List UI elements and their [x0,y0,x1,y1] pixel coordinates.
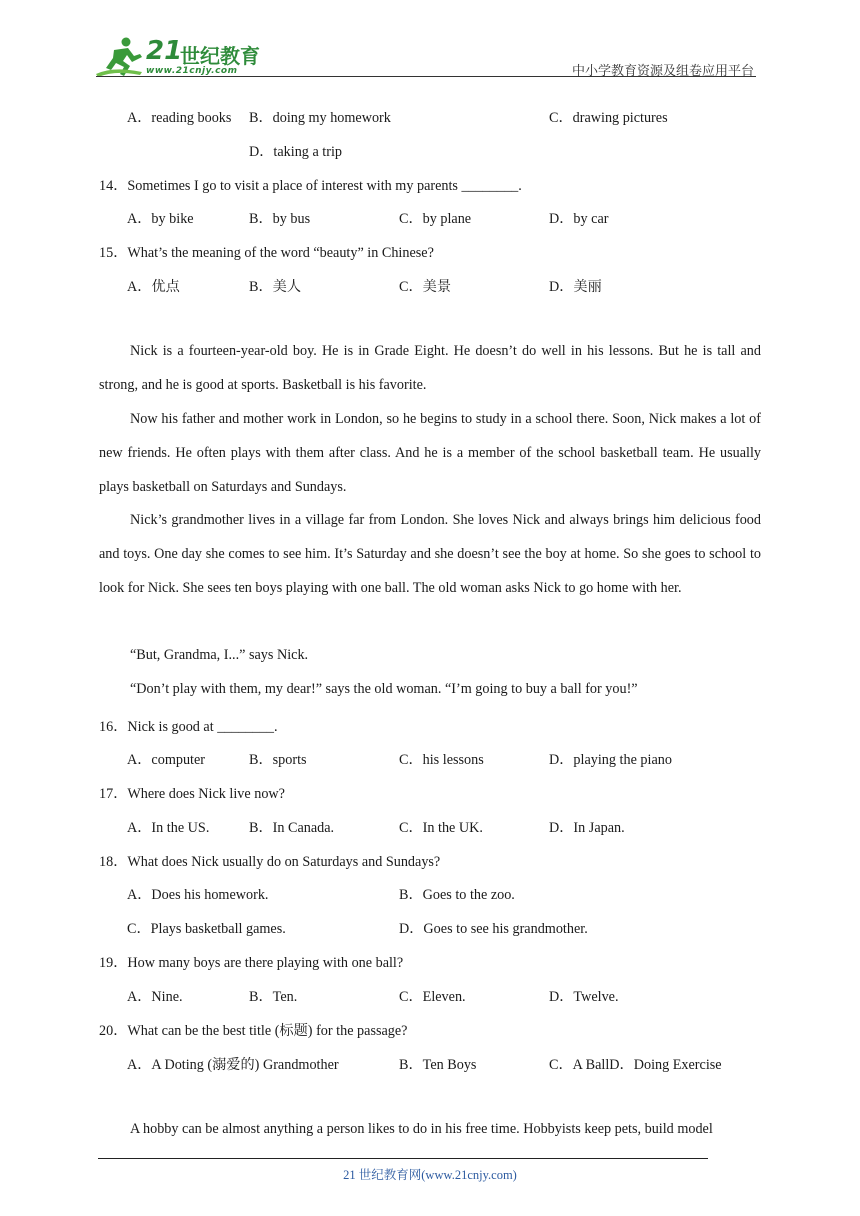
q16-stem: 16．Nick is good at ________. [99,719,278,735]
q19-stem: 19．How many boys are there playing with one ball? [99,955,404,971]
q18-option-d: D．Goes to see his grandmother. [399,921,588,937]
footer-divider [98,1158,708,1159]
passage-paragraph-4-text: “But, Grandma, I...” says Nick. [130,647,309,663]
q20-stem: 20．What can be the best title (标题) for the passage? [99,1023,408,1039]
q16-option-d: D．playing the piano [549,752,672,768]
passage-paragraph-4 [99,639,761,673]
passage-paragraph-1-text: Nick is a fourteen-year-old boy. He is in Grade Eight. He doesn’t do well in his lessons. But he is tall and strong, and he is good at sports. Basketball is his favorite. [99,343,761,393]
q17-option-b: B．In Canada. [249,820,335,836]
passage-paragraph-2-text: Now his father and mother work in London, so he begins to study in a school there. Soon, Nick makes a lot of new friends. He often plays with them after class. And he is a member of the school basketball team. He usually plays basketball on Saturdays and Sundays. [99,411,761,495]
site-logo [94,36,258,80]
q17-stem: 17．Where does Nick live now? [99,786,285,802]
q19-option-c: C．Eleven. [399,989,466,1005]
q17-option-c: C．In the UK. [399,820,483,836]
footer-site-text: 21 世纪教育网(www.21cnjy.com) [343,1168,517,1182]
q19-option-a: A．Nine. [127,989,183,1005]
q14-option-a: A．by bike [127,211,194,227]
q14-option-b: B．by bus [249,211,311,227]
q16-option-a: A．computer [127,752,206,768]
q18-option-c: C．Plays basketball games. [127,921,286,937]
logo-number: 21 [146,36,183,66]
q15-option-b: B．美人 [249,279,302,295]
q20-option-cd: C．A BallD．Doing Exercise [549,1057,722,1073]
q18-stem: 18．What does Nick usually do on Saturdays and Sundays? [99,854,441,870]
q20-option-b: B．Ten Boys [399,1057,477,1073]
q15-stem: 15．What’s the meaning of the word “beauty” in Chinese? [99,245,434,261]
passage-paragraph-3 [99,504,761,605]
passage-paragraph-1 [99,335,761,403]
passage-paragraph-2 [99,403,761,504]
q13-option-b: B．doing my homework [249,110,391,126]
q16-option-b: B．sports [249,752,307,768]
runner-icon [96,38,142,78]
q13-option-d: D．taking a trip [249,144,342,160]
logo-url: www.21cnjy.com [146,66,238,76]
q14-stem: 14．Sometimes I go to visit a place of interest with my parents ________. [99,178,522,194]
passage2-paragraph-1: A hobby can be almost anything a person likes to do in his free time. Hobbyists keep pets, build model [130,1121,713,1137]
q15-option-a: A．优点 [127,279,180,295]
header-platform-text: 中小学教育资源及组卷应用平台 [571,64,754,79]
passage-paragraph-5 [99,673,761,707]
q17-option-d: D．In Japan. [549,820,625,836]
q17-option-a: A．In the US. [127,820,210,836]
passage-paragraph-5-text: “Don’t play with them, my dear!” says the old woman. “I’m going to buy a ball for you!” [130,681,638,697]
q19-option-b: B．Ten. [249,989,298,1005]
passage-paragraph-3-text: Nick’s grandmother lives in a village far from London. She loves Nick and always brings him delicious food and toys. One day she comes to see him. It’s Saturday and she doesn’t see the boy at home. So she goes to school to look for Nick. She sees ten boys playing with one ball. The old woman asks Nick to go home with her. [99,512,761,596]
q13-option-a: A．reading books [127,110,232,126]
q18-option-b: B．Goes to the zoo. [399,887,515,903]
q13-option-c: C．drawing pictures [549,110,668,126]
q15-option-d: D．美丽 [549,279,602,295]
q19-option-d: D．Twelve. [549,989,619,1005]
q16-option-c: C．his lessons [399,752,484,768]
q18-option-a: A．Does his homework. [127,887,269,903]
q14-option-d: D．by car [549,211,609,227]
logo-name: 世纪教育 [180,44,260,68]
q14-option-c: C．by plane [399,211,472,227]
header-divider [96,76,756,77]
q20-option-a: A．A Doting (溺爱的) Grandmother [127,1057,339,1073]
q15-option-c: C．美景 [399,279,452,295]
